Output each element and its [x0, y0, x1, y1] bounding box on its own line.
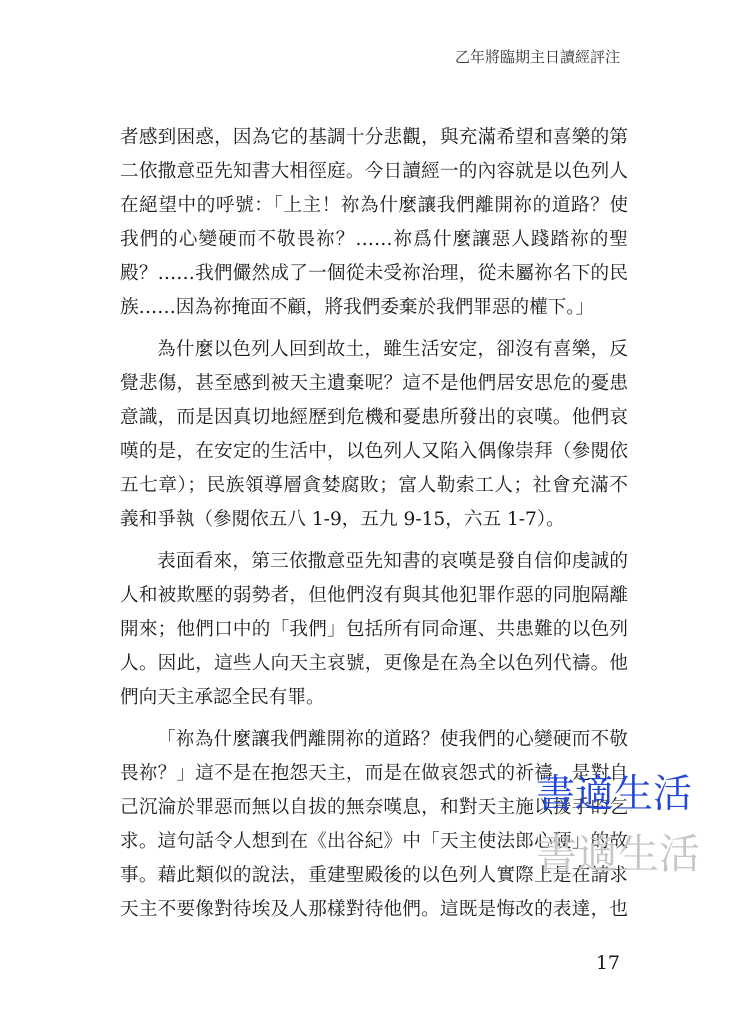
text-line: 人。因此，這些人向天主哀號，更像是在為全以色列代禱。他 — [120, 653, 628, 674]
text-line: 天主不要像對待埃及人那樣對待他們。這既是悔改的表達，也 — [120, 899, 628, 920]
body-text — [120, 121, 628, 935]
text-line: 我們的心變硬而不敬畏祢？……祢爲什麼讓惡人踐踏祢的聖 — [120, 229, 628, 250]
text-line: 們向天主承認全民有罪。 — [120, 687, 325, 708]
watermark-logo-shadow-text: 書適生活 — [536, 830, 700, 878]
text-line: 求。這句話令人想到在《出谷紀》中「天主使法郎心硬」的故 — [120, 831, 628, 852]
text-line: 開來；他們口中的「我們」包括所有同命運、共患難的以色列 — [120, 619, 628, 640]
paragraph — [120, 545, 628, 715]
text-line: 為什麼以色列人回到故土，雖生活安定，卻沒有喜樂，反 — [157, 339, 628, 360]
text-line: 族……因為祢掩面不顧，將我們委棄於我們罪惡的權下。」 — [120, 297, 595, 318]
text-line: 表面看來，第三依撒意亞先知書的哀嘆是發自信仰虔誠的 — [157, 551, 628, 572]
paragraph — [120, 723, 628, 927]
text-line: 嘆的是，在安定的生活中，以色列人又陷入偶像崇拜（參閱依 — [120, 441, 628, 462]
running-header-title: 乙年將臨期主日讀經評注 — [454, 48, 620, 66]
text-line: 者感到困惑，因為它的基調十分悲觀，與充滿希望和喜樂的第 — [120, 127, 628, 148]
text-line: 義和爭執（參閱依五八 1-9，五九 9-15，六五 1-7）。 — [120, 509, 565, 530]
text-line: 在絕望中的呼號：「上主！祢為什麼讓我們離開祢的道路？使 — [120, 195, 628, 216]
text-line: 意識，而是因真切地經歷到危機和憂患所發出的哀嘆。他們哀 — [120, 407, 628, 428]
text-line: 五七章）；民族領導層貪婪腐敗；富人勒索工人；社會充滿不 — [120, 475, 628, 496]
text-line: 事。藉此類似的說法，重建聖殿後的以色列人實際上是在請求 — [120, 865, 628, 886]
paragraph — [120, 333, 628, 537]
paragraph — [120, 121, 628, 325]
text-line: 覺悲傷，甚至感到被天主遺棄呢？這不是他們居安思危的憂患 — [120, 373, 628, 394]
page-number: 17 — [595, 952, 620, 974]
text-line: 二依撒意亞先知書大相徑庭。今日讀經一的內容就是以色列人 — [120, 161, 628, 182]
text-line: 畏祢？」這不是在抱怨天主，而是在做哀怨式的祈禱，是對自 — [120, 763, 628, 784]
watermark-logo-text: 書適生活 — [536, 772, 693, 817]
text-line: 人和被欺壓的弱勢者，但他們沒有與其他犯罪作惡的同胞隔離 — [120, 585, 628, 606]
text-line: 己沉淪於罪惡而無以自拔的無奈嘆息，和對天主施以援手的乞 — [120, 797, 628, 818]
text-line: 「祢為什麼讓我們離開祢的道路？使我們的心變硬而不敬 — [157, 729, 628, 750]
text-line: 殿？……我們儼然成了一個從未受祢治理，從未屬祢名下的民 — [120, 263, 628, 284]
